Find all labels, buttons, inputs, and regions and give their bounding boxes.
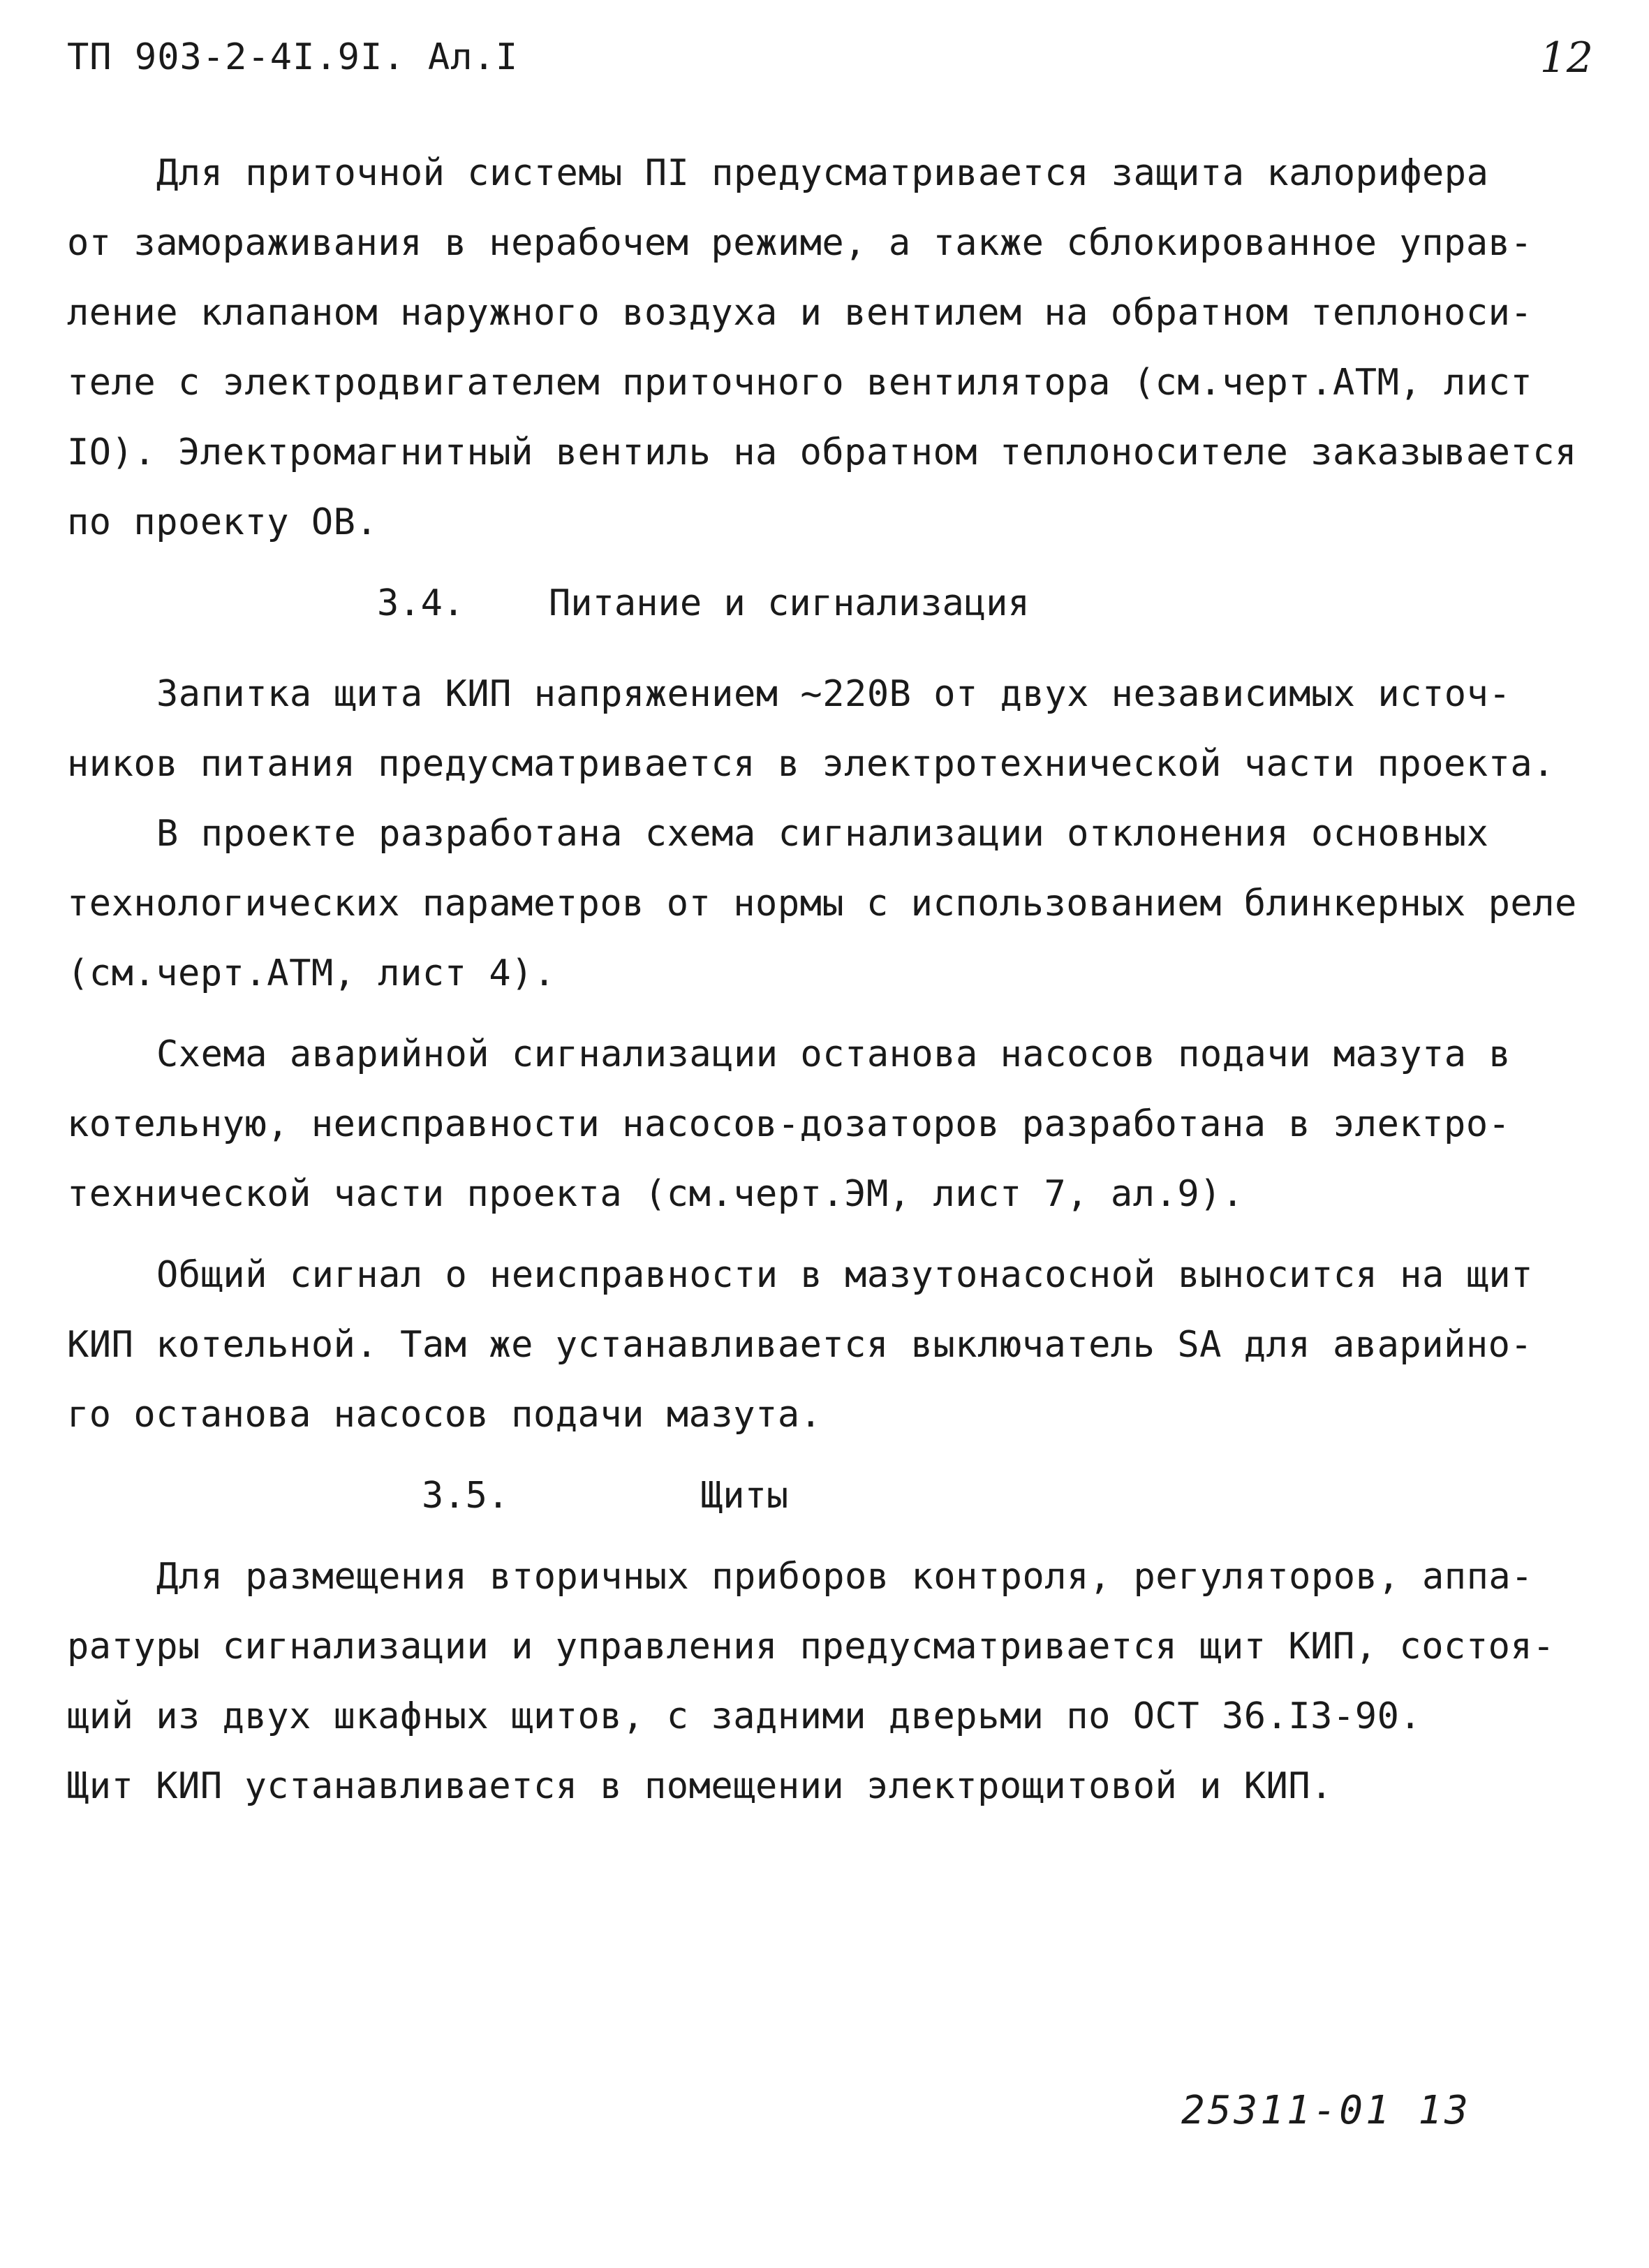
text-line: Для приточной системы ПI предусматривается защита калорифера [156, 152, 1489, 194]
document-code: ТП 903-2-4I.9I. Ал.I [67, 36, 519, 78]
paragraph-signaling-scheme [67, 799, 1589, 1008]
text-line: теле с электродвигателем приточного вентилятора (см.черт.АТМ, лист [67, 362, 1533, 404]
text-line: по проекту ОВ. [67, 501, 378, 543]
text-line: технической части проекта (см.черт.ЭМ, лист 7, ал.9). [67, 1173, 1244, 1215]
paragraph-ventilation-protection [67, 138, 1589, 557]
section-heading-3-5 [67, 1461, 1589, 1531]
text-line: IO). Электромагнитный вентиль на обратном теплоносителе заказывается [67, 432, 1577, 473]
section-heading-3-4 [67, 568, 1589, 638]
text-line: Общий сигнал о неисправности в мазутонасосной выносится на щит [156, 1254, 1534, 1296]
text-line: (см.черт.АТМ, лист 4). [67, 952, 556, 994]
text-line: Щит КИП устанавливается в помещении электрощитовой и КИП. [67, 1765, 1333, 1807]
paragraph-power-supply [67, 659, 1589, 799]
document-body [67, 138, 1589, 1821]
text-line: го останова насосов подачи мазута. [67, 1394, 822, 1436]
text-line: В проекте разработана схема сигнализации отклонения основных [156, 813, 1489, 855]
section-title: Щиты [701, 1475, 789, 1517]
text-line: от замораживания в нерабочем режиме, а также сблокированное управ- [67, 222, 1533, 264]
paragraph-general-signal [67, 1240, 1589, 1450]
text-line: Для размещения вторичных приборов контроля, регуляторов, аппа- [156, 1556, 1534, 1598]
page-number: 12 [1539, 34, 1593, 82]
text-line: Запитка щита КИП напряжением ~220В от двух независимых источ- [156, 673, 1511, 715]
text-line: щий из двух шкафных щитов, с задними дверьми по ОСТ 36.I3-90. [67, 1695, 1422, 1737]
text-line: ников питания предусматривается в электротехнической части проекта. [67, 743, 1555, 785]
section-title: Питание и сигнализация [549, 582, 1030, 624]
text-line: технологических параметров от нормы с использованием блинкерных реле [67, 883, 1577, 925]
text-line: ратуры сигнализации и управления предусматривается щит КИП, состоя- [67, 1626, 1555, 1667]
text-line: котельную, неисправности насосов-дозаторов разработана в электро- [67, 1103, 1511, 1145]
paragraph-panels [67, 1542, 1589, 1821]
archive-code: 25311-01 13 [1181, 2088, 1471, 2133]
text-line: ление клапаном наружного воздуха и вентилем на обратном теплоноси- [67, 292, 1533, 334]
paragraph-emergency-signaling [67, 1019, 1589, 1229]
section-number: 3.4. [377, 582, 465, 624]
text-line: Схема аварийной сигнализации останова насосов подачи мазута в [156, 1033, 1511, 1075]
text-line: КИП котельной. Там же устанавливается выключатель SA для аварийно- [67, 1324, 1533, 1366]
section-number: 3.5. [422, 1475, 510, 1517]
